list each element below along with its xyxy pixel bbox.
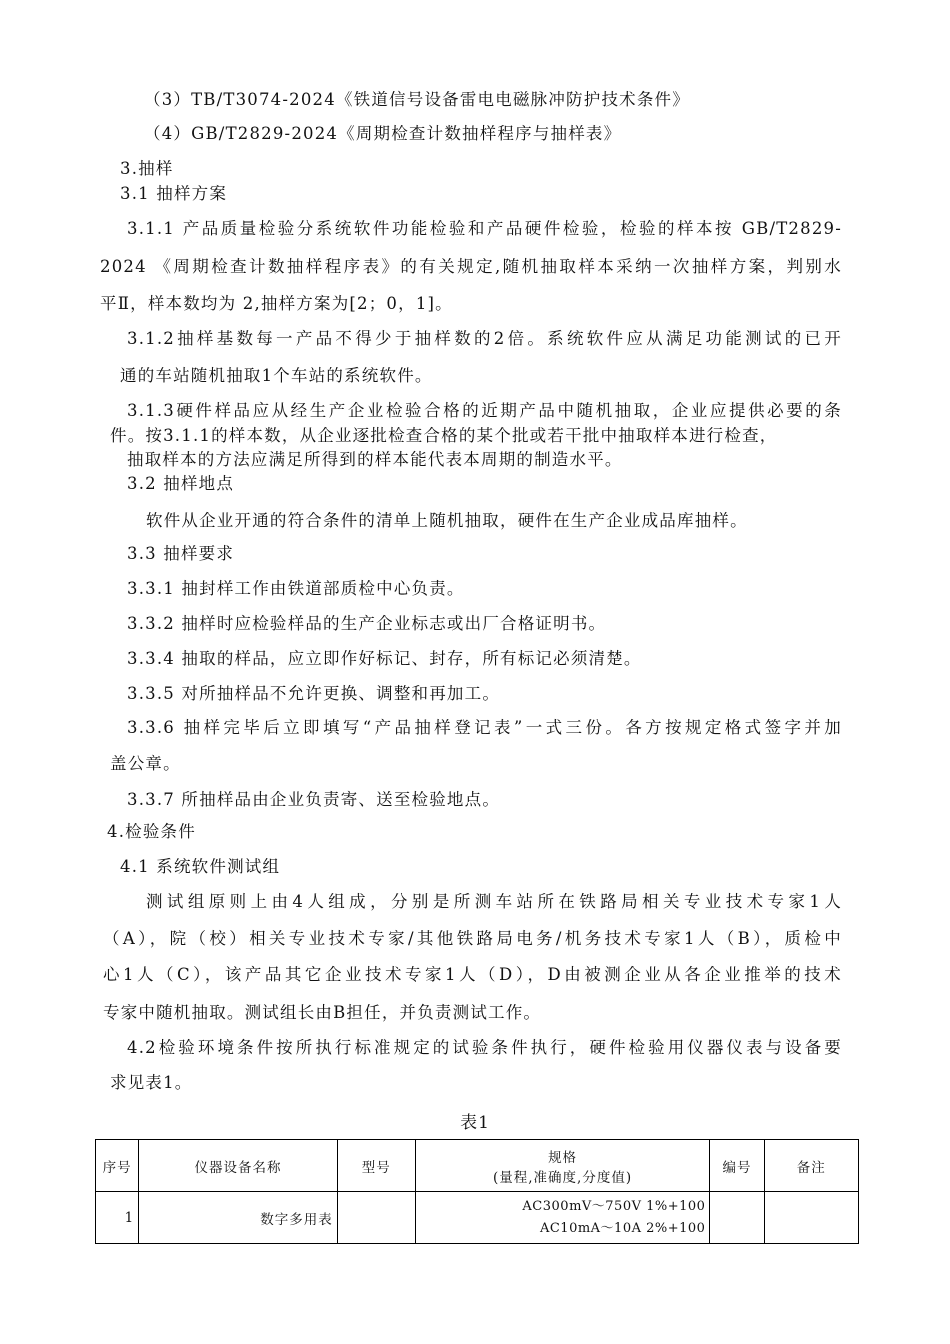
paragraph-3-1-2-line2: 通的车站随机抽取1个车站的系统软件。: [120, 366, 433, 385]
cell-serial-number: 1: [96, 1192, 139, 1244]
paragraph-3-1-1-line3: 平Ⅱ，样本数均为 2,抽样方案为[2；0，1]。: [100, 294, 453, 313]
header-spec-line1: 规格: [548, 1149, 578, 1166]
spec-line-ac-voltage: AC300mV～750V 1%+100: [522, 1198, 706, 1214]
paragraph-3-1-1-line1: 3.1.1 产品质量检验分系统软件功能检验和产品硬件检验，检验的样本按 GB/T2829-: [127, 219, 842, 238]
cell-id-number: [710, 1192, 764, 1244]
cell-equipment-name: 数字多用表: [139, 1192, 338, 1244]
paragraph-4-2-line1: 4.2检验环境条件按所执行标准规定的试验条件执行，硬件检验用仪器仪表与设备要: [127, 1038, 842, 1057]
paragraph-3-2: 软件从企业开通的符合条件的清单上随机抽取，硬件在生产企业成品库抽样。: [146, 511, 748, 530]
paragraph-3-1-3-line1: 3.1.3硬件样品应从经生产企业检验合格的近期产品中随机抽取，企业应提供必要的条: [127, 401, 842, 420]
subsection-heading-3-3: 3.3 抽样要求: [127, 544, 235, 563]
paragraph-4-1-line3: 心1人（C），该产品其它企业技术专家1人（D），D由被测企业从各企业推举的技术: [103, 965, 842, 984]
reference-item-3: （3）TB/T3074-2024《铁道信号设备雷电电磁脉冲防护技术条件》: [144, 90, 690, 109]
cell-remarks: [764, 1192, 858, 1244]
paragraph-3-3-2: 3.3.2 抽样时应检验样品的生产企业标志或出厂合格证明书。: [127, 614, 607, 633]
paragraph-3-3-5: 3.3.5 对所抽样品不允许更换、调整和再加工。: [127, 684, 501, 703]
subsection-heading-3-1: 3.1 抽样方案: [120, 184, 228, 203]
paragraph-3-1-3-line2: 件。按3.1.1的样本数，从企业逐批检查合格的某个批或若干批中抽取样本进行检查，: [110, 426, 778, 445]
paragraph-4-1-line2: （A），院（校）相关专业技术专家/其他铁路局电务/机务技术专家1人（B），质检中: [103, 929, 842, 948]
cell-specification: [415, 1192, 710, 1244]
subsection-heading-4-1: 4.1 系统软件测试组: [120, 857, 281, 876]
subsection-heading-3-2: 3.2 抽样地点: [127, 474, 235, 493]
header-id-number: 编号: [710, 1140, 764, 1192]
section-heading-inspection-conditions: 4.检验条件: [107, 822, 196, 841]
paragraph-4-2-line2: 求见表1。: [110, 1073, 193, 1092]
paragraph-3-1-3-line3: 抽取样本的方法应满足所得到的样本能代表本周期的制造水平。: [127, 450, 623, 469]
paragraph-4-1-line1: 测试组原则上由4人组成，分别是所测车站所在铁路局相关专业技术专家1人: [146, 892, 842, 911]
paragraph-3-3-7: 3.3.7 所抽样品由企业负责寄、送至检验地点。: [127, 790, 501, 809]
paragraph-3-1-1-line2: 2024 《周期检查计数抽样程序表》的有关规定,随机抽取样本采纳一次抽样方案，判别水: [100, 257, 842, 276]
equipment-table: [95, 1139, 859, 1244]
section-heading-sampling: 3.抽样: [120, 159, 174, 178]
paragraph-3-3-4: 3.3.4 抽取的样品，应立即作好标记、封存，所有标记必须清楚。: [127, 649, 642, 668]
table-header-row: [96, 1140, 859, 1192]
header-serial-number: 序号: [96, 1140, 139, 1192]
paragraph-4-1-line4: 专家中随机抽取。测试组长由B担任，并负责测试工作。: [103, 1003, 542, 1022]
header-model: 型号: [337, 1140, 415, 1192]
table-row: [96, 1192, 859, 1244]
header-remarks: 备注: [764, 1140, 858, 1192]
paragraph-3-3-6-line1: 3.3.6 抽样完毕后立即填写“产品抽样登记表”一式三份。各方按规定格式签字并加: [127, 718, 842, 737]
spec-line-ac-current: AC10mA～10A 2%+100: [539, 1220, 706, 1236]
paragraph-3-3-1: 3.3.1 抽封样工作由铁道部质检中心负责。: [127, 579, 465, 598]
table-caption: 表1: [460, 1113, 490, 1133]
header-spec-line2: (量程,准确度,分度值): [493, 1169, 633, 1186]
header-equipment-name: 仪器设备名称: [139, 1140, 338, 1192]
reference-item-4: （4）GB/T2829-2024《周期检查计数抽样程序与抽样表》: [144, 124, 622, 143]
paragraph-3-1-2-line1: 3.1.2抽样基数每一产品不得少于抽样数的2倍。系统软件应从满足功能测试的已开: [127, 329, 842, 348]
paragraph-3-3-6-line2: 盖公章。: [110, 754, 181, 773]
header-specification: [415, 1140, 710, 1192]
cell-model: [337, 1192, 415, 1244]
